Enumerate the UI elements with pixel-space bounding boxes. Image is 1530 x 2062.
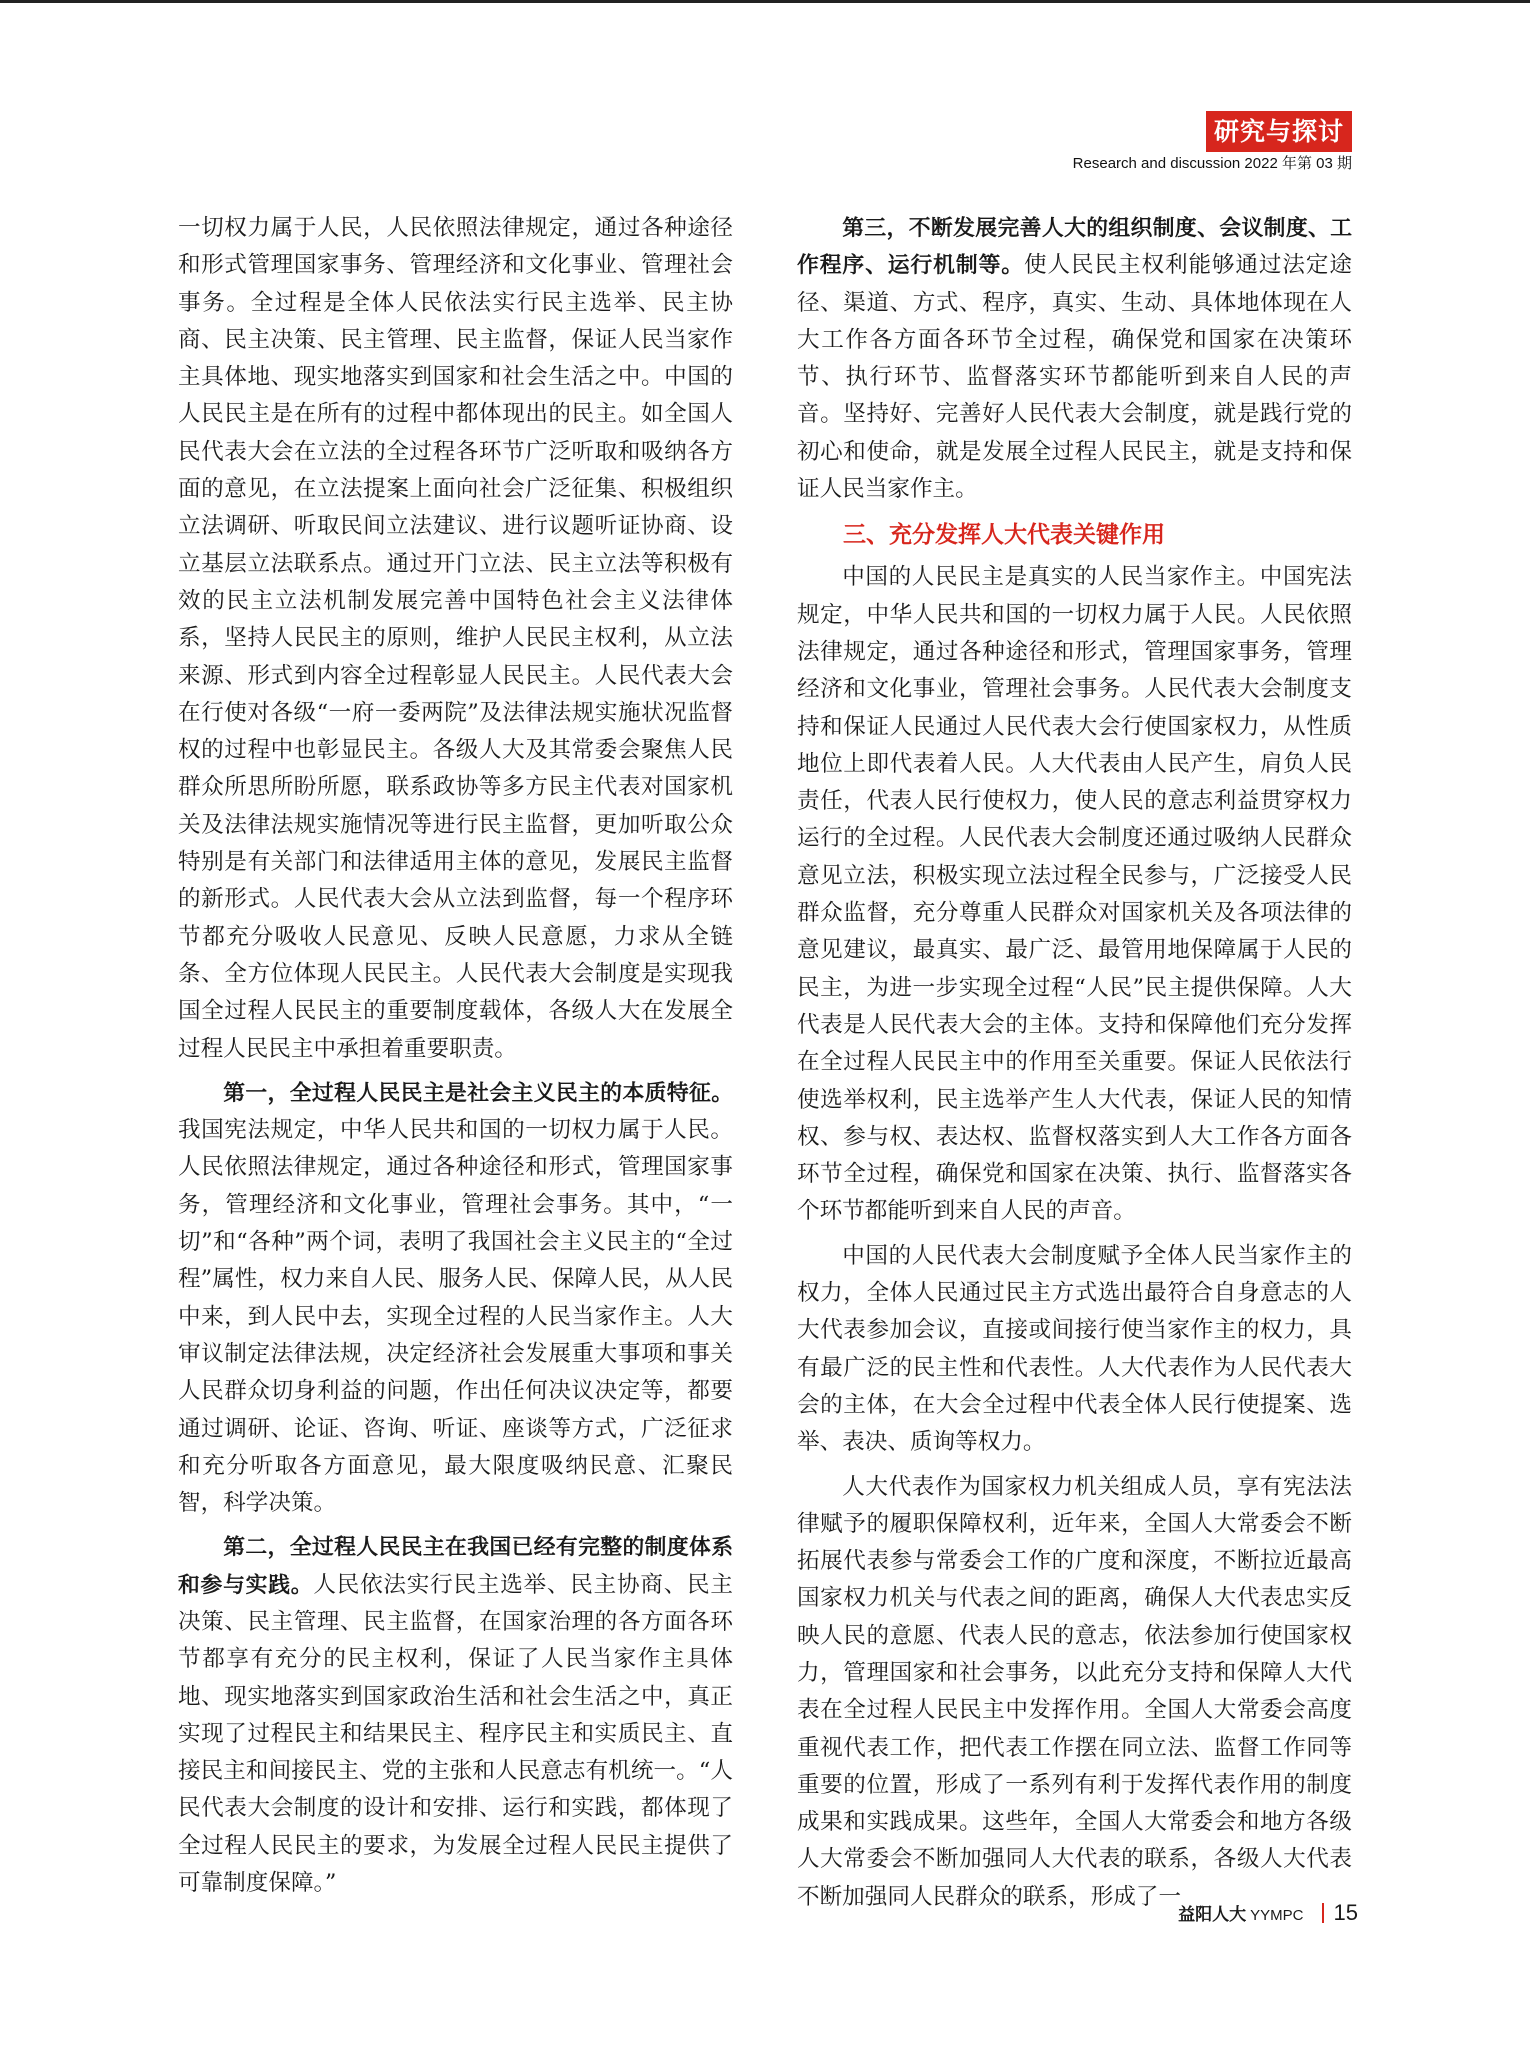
paragraph bbox=[797, 210, 1352, 508]
section-heading: 三、充分发挥人大代表关键作用 bbox=[843, 522, 1165, 549]
section-tag: 研究与探讨 bbox=[1206, 111, 1352, 152]
page-number: 15 bbox=[1333, 1900, 1358, 1925]
paragraph-lead: 第二，全过程人民民主在我国已经有完整的制度体系和参与实践。 bbox=[178, 1535, 733, 1598]
top-rule bbox=[0, 0, 1530, 3]
magazine-name: 益阳人大 bbox=[1178, 1905, 1247, 1925]
magazine-code: YYMPC bbox=[1250, 1907, 1304, 1924]
paragraph: 一切权力属于人民，人民依照法律规定，通过各种途径和形式管理国家事务、管理经济和文化事业、管理社会事务。全过程是全体人民依法实行民主选举、民主协商、民主决策、民主管理、民主监督，保证人民当家作主具体地、现实地落实到国家和社会生活之中。中国的人民民主是在所有的过程中都体现出的民主。如全国人民代表大会在立法的全过程各环节广泛听取和吸纳各方面的意见，在立法提案上面向社会广泛征集、积极组织立法调研、听取民间立法建议、进行议题听证协商、设立基层立法联系点。通过开门立法、民主立法等积极有效的民主立法机制发展完善中国特色社会主义法律体系，坚持人民民主的原则，维护人民民主权利，从立法来源、形式到内容全过程彰显人民民主。人民代表大会在行使对各级“一府一委两院”及法律法规实施状况监督权的过程中也彰显民主。各级人大及其常委会聚焦人民群众所思所盼所愿，联系政协等多方民主代表对国家机关及法律法规实施情况等进行民主监督，更加听取公众特别是有关部门和法律适用主体的意见，发展民主监督的新形式。人民代表大会从立法到监督，每一个程序环节都充分吸收人民意见、反映人民意愿，力求从全链条、全方位体现人民民主。人民代表大会制度是实现我国全过程人民民主的重要制度载体，各级人大在发展全过程人民民主中承担着重要职责。 bbox=[178, 215, 733, 1062]
paragraph bbox=[178, 1075, 733, 1523]
footer-divider bbox=[1322, 1903, 1324, 1923]
paragraph-lead: 第一，全过程人民民主是社会主义民主的本质特征。 bbox=[223, 1080, 733, 1106]
right-column bbox=[797, 210, 1352, 1923]
paragraph: 人大代表作为国家权力机关组成人员，享有宪法法律赋予的履职保障权利，近年来，全国人大常委会不断拓展代表参与常委会工作的广度和深度，不断拉近最高国家权力机关与代表之间的距离，确保人大代表忠实反映人民的意愿、代表人民的意志，依法参加行使国家权力，管理国家和社会事务，以此充分支持和保障人大代表在全过程人民民主中发挥作用。全国人大常委会高度重视代表工作，把代表工作摆在同立法、监督工作同等重要的位置，形成了一系列有利于发挥代表作用的制度成果和实践成果。这些年，全国人大常委会和地方各级人大常委会不断加强同人大代表的联系，各级人大代表不断加强同人民群众的联系，形成了一 bbox=[797, 1473, 1352, 1910]
issue-line: Research and discussion 2022 年第 03 期 bbox=[1072, 155, 1352, 172]
left-column bbox=[178, 210, 733, 1909]
page-footer bbox=[1178, 1900, 1358, 1926]
paragraph: 中国的人民代表大会制度赋予全体人民当家作主的权力，全体人民通过民主方式选出最符合自身意志的人大代表参加会议，直接或间接行使当家作主的权力，具有最广泛的民主性和代表性。人大代表作为人民代表大会的主体，在大会全过程中代表全体人民行使提案、选举、表决、质询等权力。 bbox=[797, 1242, 1352, 1456]
paragraph bbox=[178, 1529, 733, 1902]
paragraph-lead: 第三，不断发展完善人大的组织制度、会议制度、工作程序、运行机制等。 bbox=[797, 216, 1352, 279]
paragraph-body: 我国宪法规定，中华人民共和国的一切权力属于人民。人民依照法律规定，通过各种途径和形式，管理国家事务，管理经济和文化事业，管理社会事务。其中，“一切”和“各种”两个词，表明了我国社会主义民主的“全过程”属性，权力来自人民、服务人民、保障人民，从人民中来，到人民中去，实现全过程的人民当家作主。人大审议制定法律法规，决定经济社会发展重大事项和事关人民群众切身利益的问题，作出任何决议决定等，都要通过调研、论证、咨询、听证、座谈等方式，广泛征求和充分听取各方面意见，最大限度吸纳民意、汇聚民智，科学决策。 bbox=[178, 1117, 733, 1517]
paragraph-body: 人民依法实行民主选举、民主协商、民主决策、民主管理、民主监督，在国家治理的各方面各环节都享有充分的民主权利，保证了人民当家作主具体地、现实地落实到国家政治生活和社会生活之中，真正实现了过程民主和结果民主、程序民主和实质民主、直接民主和间接民主、党的主张和人民意志有机统一。“人民代表大会制度的设计和安排、运行和实践，都体现了全过程人民民主的要求，为发展全过程人民民主提供了可靠制度保障。” bbox=[178, 1571, 733, 1897]
paragraph: 中国的人民民主是真实的人民当家作主。中国宪法规定，中华人民共和国的一切权力属于人民。人民依照法律规定，通过各种途径和形式，管理国家事务，管理经济和文化事业，管理社会事务。人民代表大会制度支持和保证人民通过人民代表大会行使国家权力，从性质地位上即代表着人民。人大代表由人民产生，肩负人民责任，代表人民行使权力，使人民的意志利益贯穿权力运行的全过程。人民代表大会制度还通过吸纳人民群众意见立法，积极实现立法过程全民参与，广泛接受人民群众监督，充分尊重人民群众对国家机关及各项法律的意见建议，最真实、最广泛、最管用地保障属于人民的民主，为进一步实现全过程“人民”民主提供保障。人大代表是人民代表大会的主体。支持和保障他们充分发挥在全过程人民民主中的作用至关重要。保证人民依法行使选举权利，民主选举产生人大代表，保证人民的知情权、参与权、表达权、监督权落实到人大工作各方面各环节全过程，确保党和国家在决策、执行、监督落实各个环节都能听到来自人民的声音。 bbox=[797, 564, 1352, 1225]
paragraph-body: 使人民民主权利能够通过法定途径、渠道、方式、程序，真实、生动、具体地体现在人大工作各方面各环节全过程，确保党和国家在决策环节、执行环节、监督落实环节都能听到来自人民的声音。坚持好、完善好人民代表大会制度，就是践行党的初心和使命，就是发展全过程人民民主，就是支持和保证人民当家作主。 bbox=[797, 252, 1352, 503]
